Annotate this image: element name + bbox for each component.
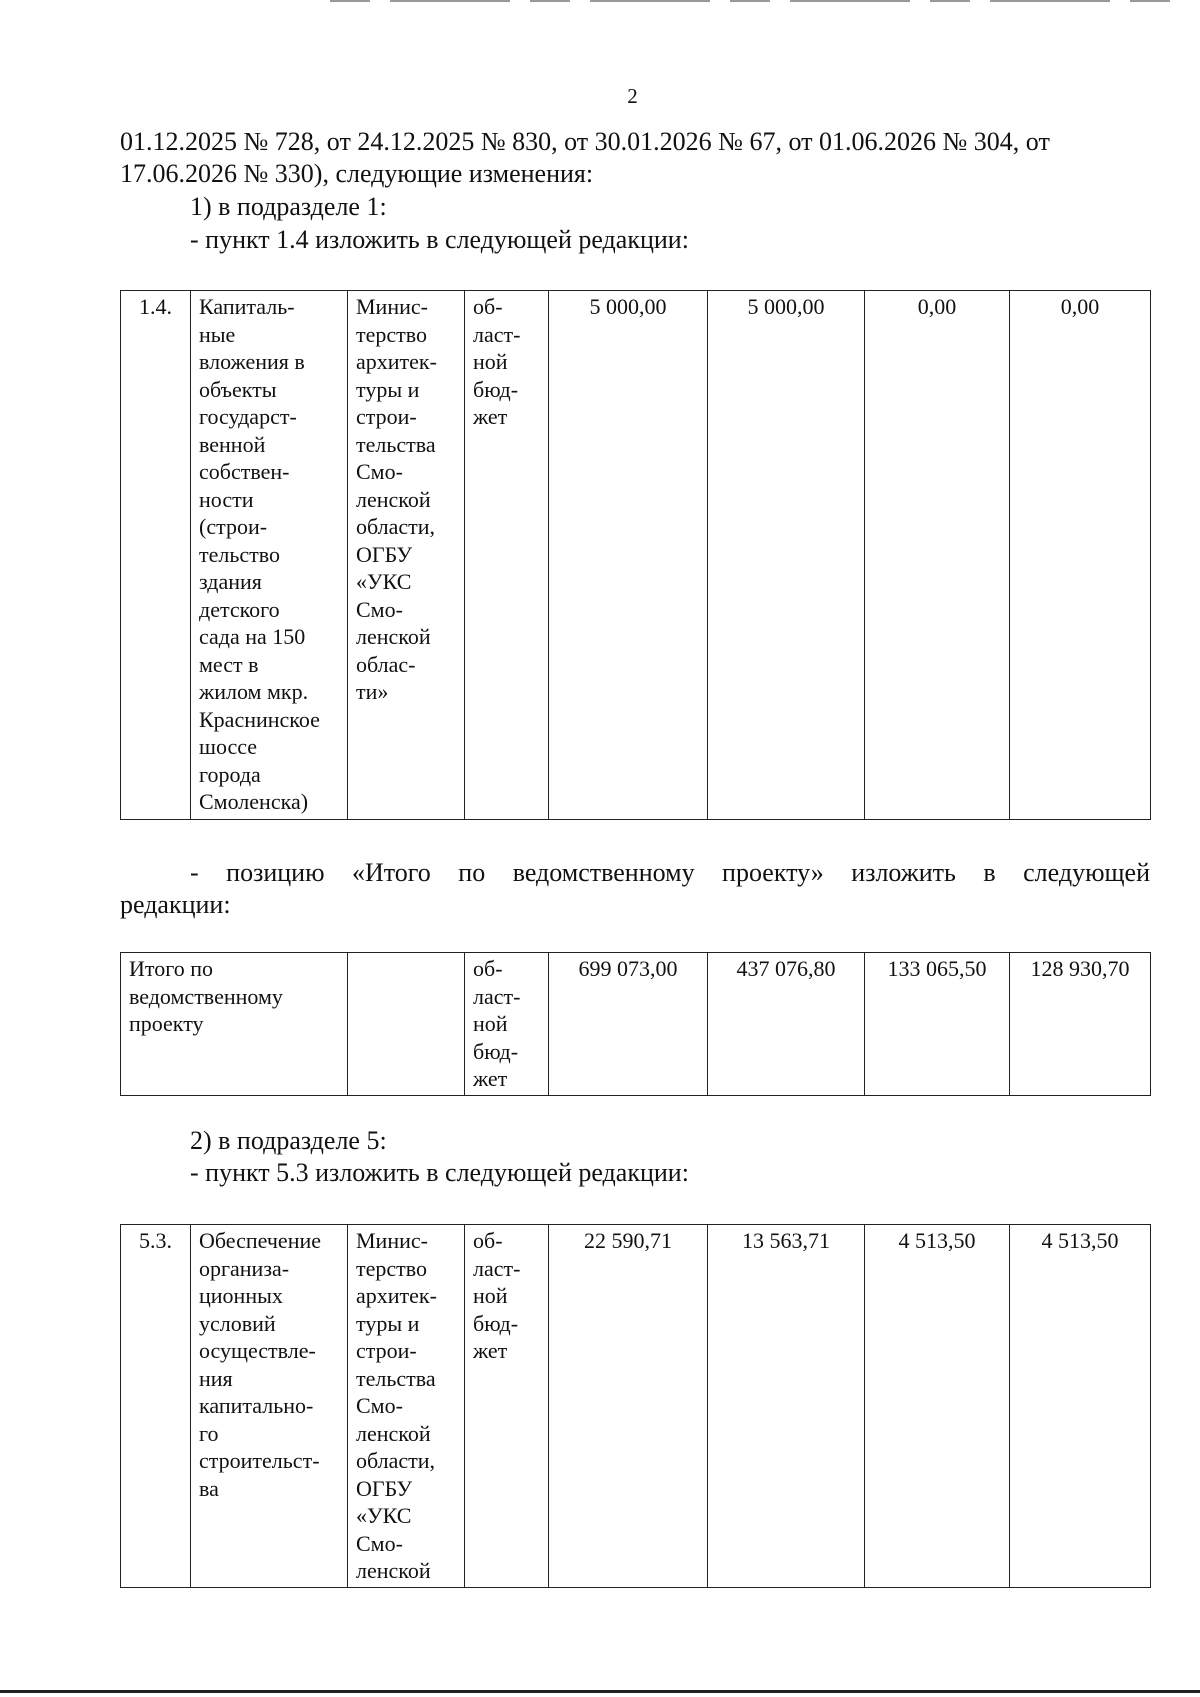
cell-line: области, bbox=[356, 514, 436, 539]
total-funding-source bbox=[465, 953, 549, 1096]
cell-line: ной bbox=[473, 1283, 508, 1308]
cell-line: Смо- bbox=[356, 1530, 403, 1556]
cell-line: шоссе bbox=[199, 734, 258, 759]
cell-line: объекты bbox=[199, 376, 277, 402]
cell-line: Смоленска) bbox=[199, 789, 309, 814]
table-project-total bbox=[120, 952, 1151, 1096]
cell-line: ти» bbox=[356, 679, 389, 704]
cell-line: сада на 150 bbox=[199, 624, 306, 649]
item-funding-source-lines bbox=[473, 1227, 540, 1365]
cell-line: Минис- bbox=[356, 1228, 428, 1253]
cell-line: ные bbox=[199, 321, 236, 347]
total-year-1: 437 076,80 bbox=[708, 953, 865, 1096]
cell-line: условий bbox=[199, 1310, 276, 1336]
cell-line: терство bbox=[356, 321, 427, 347]
cell-line: собствен- bbox=[199, 459, 290, 484]
item-funding-source bbox=[465, 291, 549, 820]
cell-line: Смо- bbox=[356, 1393, 403, 1418]
cell-line: ционных bbox=[199, 1283, 283, 1308]
cell-line: ности bbox=[199, 486, 254, 512]
table-row bbox=[121, 1225, 1151, 1588]
table-row bbox=[121, 291, 1151, 820]
intro-line-2: 17.06.2026 № 330), следующие изменения: bbox=[120, 159, 594, 188]
cell-line: (строи- bbox=[199, 514, 268, 539]
cell-line: ленской bbox=[356, 486, 431, 512]
item-name bbox=[191, 291, 348, 820]
cell-line: Минис- bbox=[356, 294, 428, 319]
cell-line: осуществле- bbox=[199, 1338, 316, 1363]
cell-line: ведомственному bbox=[129, 983, 283, 1009]
cell-line: «УКС bbox=[356, 1503, 412, 1528]
cell-line: ния bbox=[199, 1365, 233, 1391]
item-2-instruction: - пункт 5.3 изложить в следующей редакции: bbox=[190, 1158, 689, 1187]
cell-line: архитек- bbox=[356, 349, 437, 374]
item-executor-lines bbox=[356, 1227, 456, 1585]
cell-line: ласт- bbox=[473, 1255, 521, 1281]
cell-line: ленской bbox=[356, 1558, 431, 1583]
cell-line: ной bbox=[473, 1011, 508, 1036]
item-1-heading: 1) в подразделе 1: bbox=[190, 192, 387, 221]
cell-line: жет bbox=[473, 1338, 508, 1363]
cell-line: капитально- bbox=[199, 1393, 314, 1418]
total-year-2: 133 065,50 bbox=[865, 953, 1010, 1096]
cell-line: проекту bbox=[129, 1011, 204, 1036]
item-executor bbox=[348, 291, 465, 820]
cell-line: государст- bbox=[199, 404, 297, 429]
cell-line: Капиталь- bbox=[199, 294, 295, 319]
item-year-2: 0,00 bbox=[865, 291, 1010, 820]
cell-line: ласт- bbox=[473, 983, 521, 1009]
total-amount: 699 073,00 bbox=[549, 953, 708, 1096]
cell-line: вложения в bbox=[199, 349, 305, 374]
total-year-3: 128 930,70 bbox=[1010, 953, 1151, 1096]
cell-line: детского bbox=[199, 596, 280, 622]
item-name-lines bbox=[199, 293, 339, 816]
cell-line: организа- bbox=[199, 1255, 290, 1281]
item-2-heading: 2) в подразделе 5: bbox=[190, 1126, 387, 1155]
item-name-lines bbox=[199, 1227, 339, 1502]
cell-line: об- bbox=[473, 1228, 503, 1253]
table-item-5-3 bbox=[120, 1224, 1151, 1588]
item-number: 1.4. bbox=[121, 291, 191, 820]
page-number: 2 bbox=[627, 84, 638, 108]
cell-line: об- bbox=[473, 294, 503, 319]
cell-line: ной bbox=[473, 349, 508, 374]
item-total: 5 000,00 bbox=[549, 291, 708, 820]
cell-line: тельства bbox=[356, 431, 436, 457]
total-funding-source-lines bbox=[473, 955, 540, 1093]
cell-line: го bbox=[199, 1420, 219, 1446]
table-row bbox=[121, 953, 1151, 1096]
item-name bbox=[191, 1225, 348, 1588]
total-name-lines bbox=[129, 955, 339, 1038]
cell-line: города bbox=[199, 761, 261, 787]
cell-line: туры и bbox=[356, 1310, 420, 1336]
scan-artifact-bottom bbox=[0, 1690, 1200, 1693]
cell-line: жет bbox=[473, 404, 508, 429]
item-number: 5.3. bbox=[121, 1225, 191, 1588]
item-year-1: 13 563,71 bbox=[708, 1225, 865, 1588]
cell-line: бюд- bbox=[473, 1038, 519, 1064]
cell-line: здания bbox=[199, 569, 262, 594]
cell-line: ленской bbox=[356, 624, 431, 649]
total-executor bbox=[348, 953, 465, 1096]
item-funding-source bbox=[465, 1225, 549, 1588]
cell-line: об- bbox=[473, 956, 503, 981]
cell-line: «УКС bbox=[356, 569, 412, 594]
cell-line: ва bbox=[199, 1475, 219, 1501]
cell-line: тельства bbox=[356, 1365, 436, 1391]
total-name bbox=[121, 953, 348, 1096]
position-instruction-line-1: - позицию «Итого по ведомственному проекту» изложить в следующей bbox=[190, 858, 1150, 887]
item-year-3: 0,00 bbox=[1010, 291, 1151, 820]
cell-line: строительст- bbox=[199, 1448, 320, 1473]
cell-line: мест в bbox=[199, 651, 259, 677]
cell-line: бюд- bbox=[473, 376, 519, 402]
item-year-3: 4 513,50 bbox=[1010, 1225, 1151, 1588]
cell-line: ленской bbox=[356, 1420, 431, 1446]
item-total: 22 590,71 bbox=[549, 1225, 708, 1588]
item-executor-lines bbox=[356, 293, 456, 706]
cell-line: туры и bbox=[356, 376, 420, 402]
position-instruction-line-2: редакции: bbox=[120, 890, 231, 919]
cell-line: тельство bbox=[199, 541, 281, 567]
cell-line: архитек- bbox=[356, 1283, 437, 1308]
cell-line: строи- bbox=[356, 1338, 417, 1363]
cell-line: ОГБУ bbox=[356, 541, 413, 567]
cell-line: облас- bbox=[356, 651, 416, 677]
cell-line: ласт- bbox=[473, 321, 521, 347]
item-executor bbox=[348, 1225, 465, 1588]
cell-line: Смо- bbox=[356, 459, 403, 484]
item-year-2: 4 513,50 bbox=[865, 1225, 1010, 1588]
cell-line: бюд- bbox=[473, 1310, 519, 1336]
cell-line: Краснинское bbox=[199, 706, 320, 732]
cell-line: Итого по bbox=[129, 956, 213, 981]
cell-line: венной bbox=[199, 431, 266, 457]
cell-line: области, bbox=[356, 1448, 436, 1473]
intro-line-1: 01.12.2025 № 728, от 24.12.2025 № 830, от 30.01.2026 № 67, от 01.06.2026 № 304, от bbox=[120, 127, 1050, 156]
item-1-instruction: - пункт 1.4 изложить в следующей редакции: bbox=[190, 225, 689, 254]
item-funding-source-lines bbox=[473, 293, 540, 431]
cell-line: строи- bbox=[356, 404, 417, 429]
cell-line: жет bbox=[473, 1066, 508, 1091]
cell-line: терство bbox=[356, 1255, 427, 1281]
table-item-1-4 bbox=[120, 290, 1151, 820]
cell-line: жилом мкр. bbox=[199, 679, 309, 704]
cell-line: Смо- bbox=[356, 596, 403, 622]
item-year-1: 5 000,00 bbox=[708, 291, 865, 820]
cell-line: Обеспечение bbox=[199, 1228, 321, 1253]
scan-artifact-top bbox=[330, 0, 1190, 2]
cell-line: ОГБУ bbox=[356, 1475, 413, 1501]
